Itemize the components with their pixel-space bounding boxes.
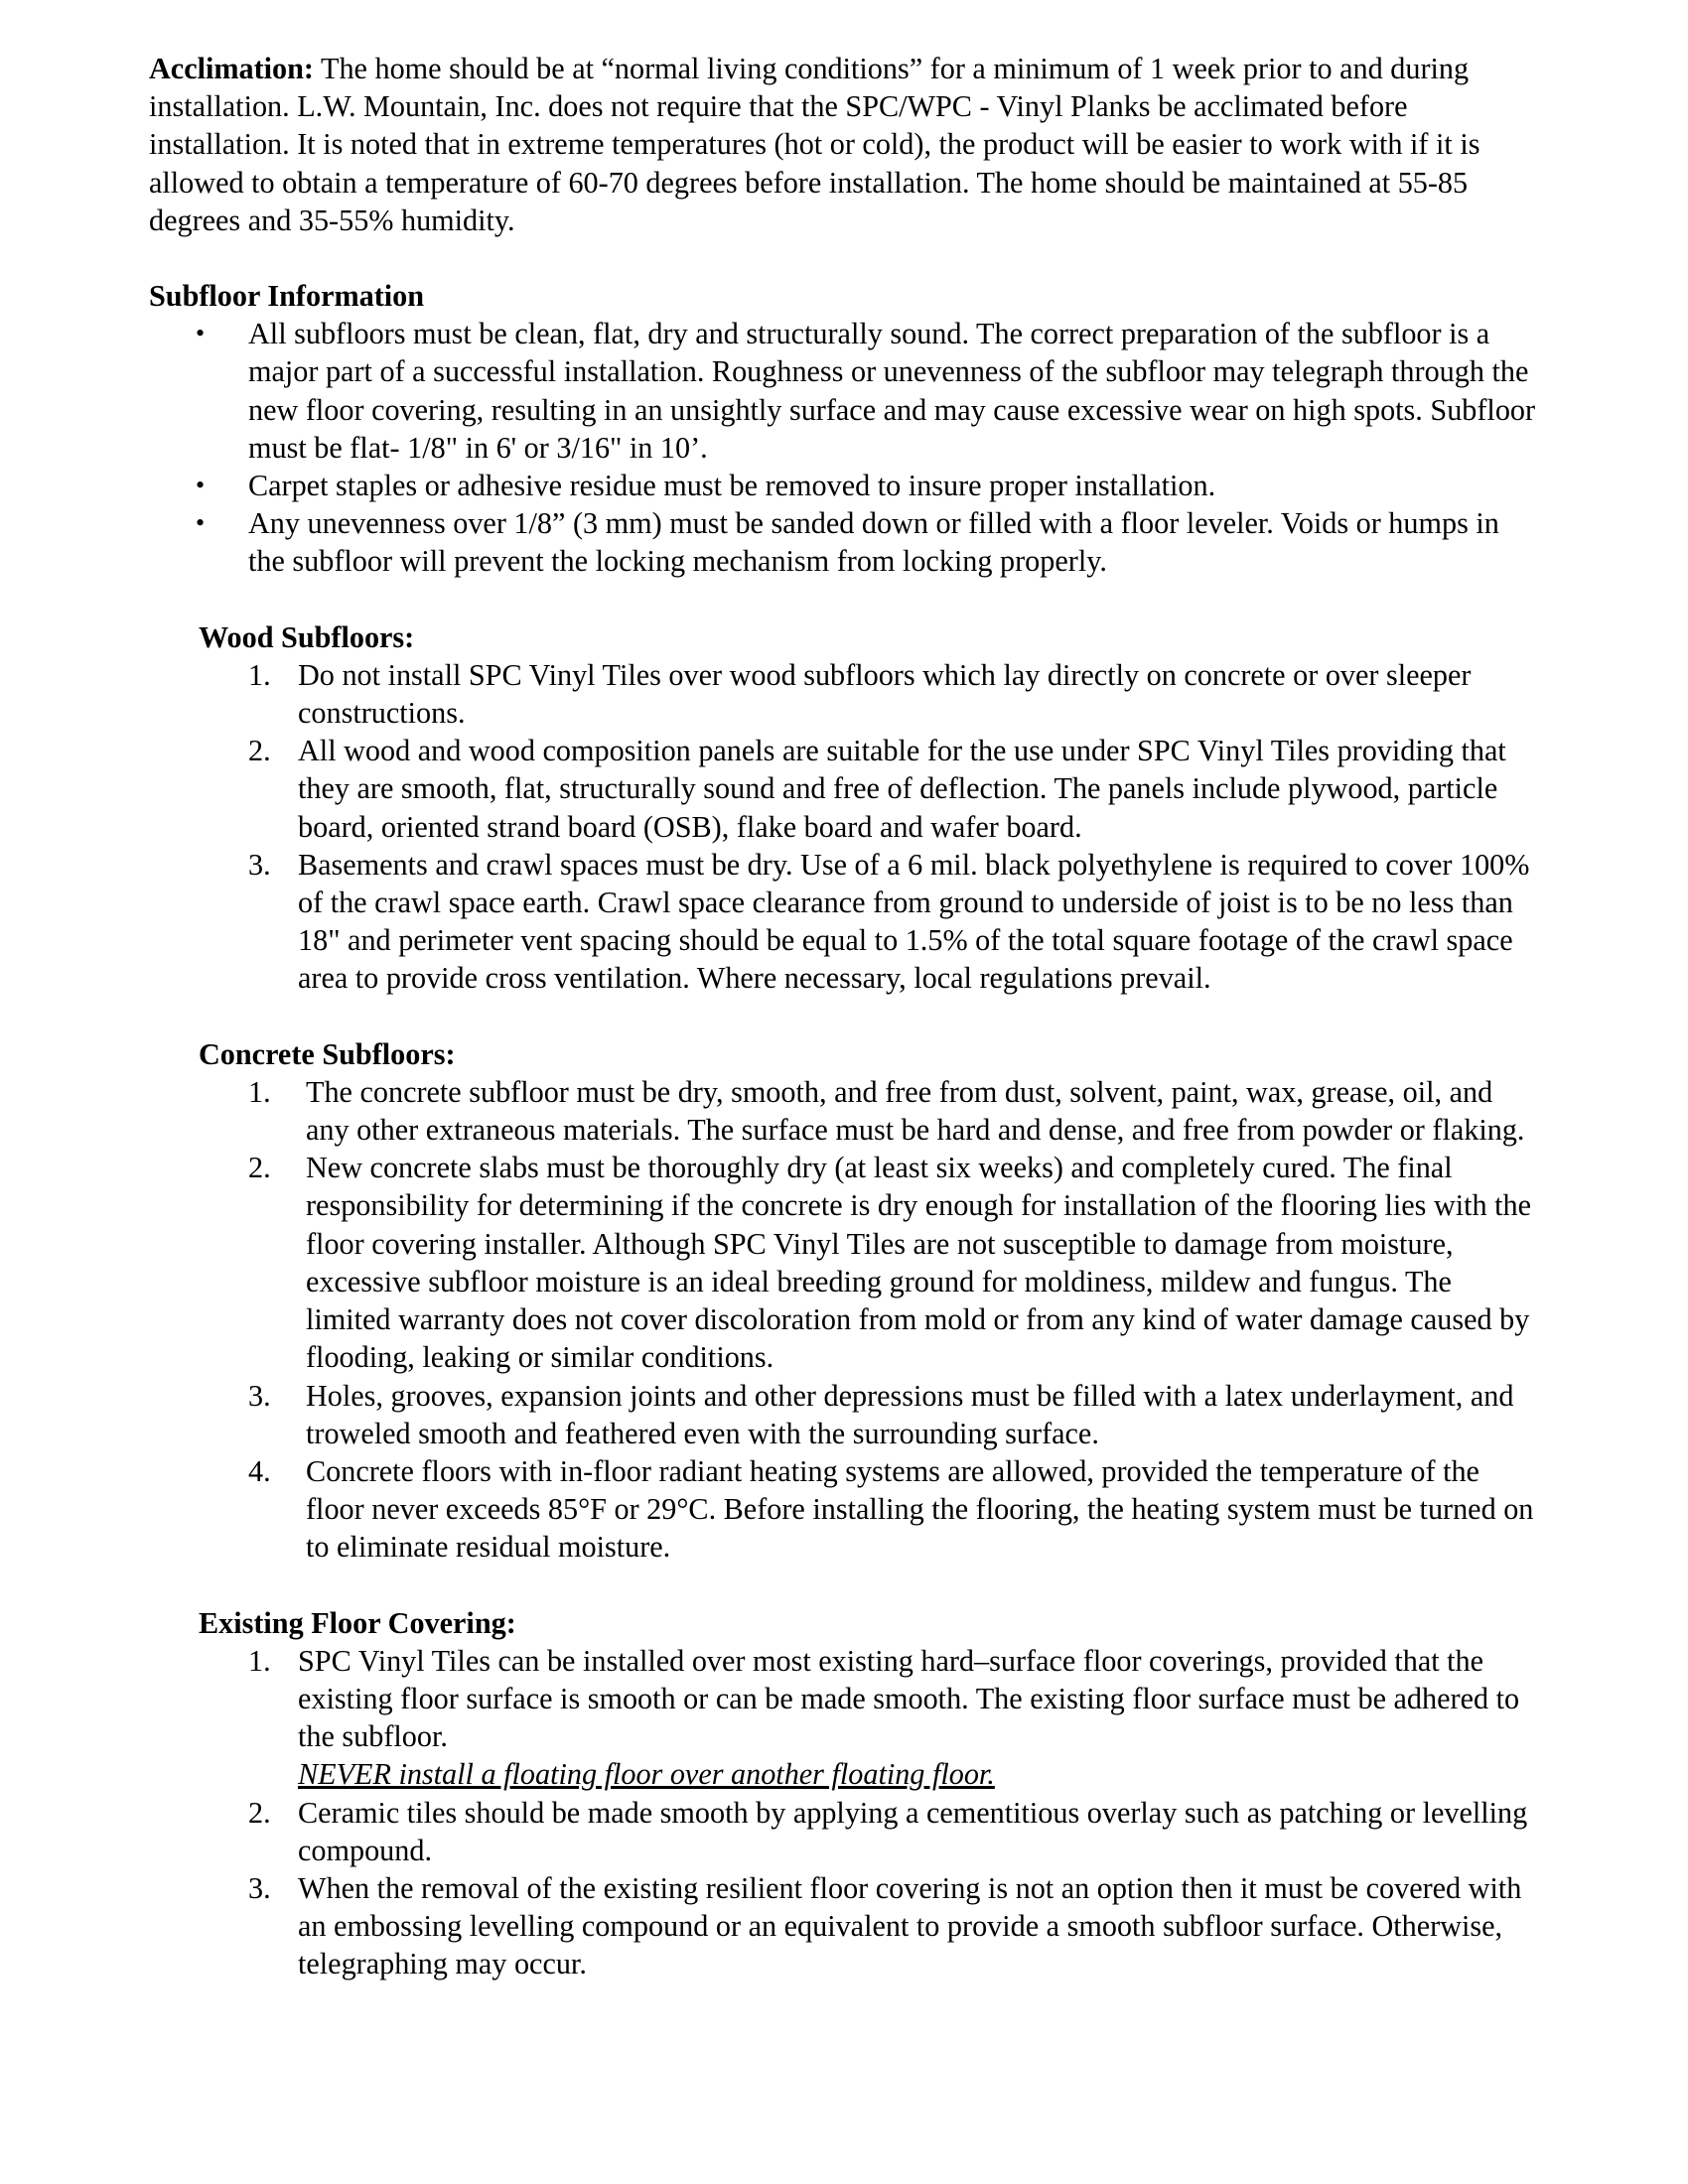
list-item	[149, 1869, 1539, 1983]
item-number: 1.	[248, 1643, 271, 1678]
item-number: 3.	[248, 1870, 271, 1905]
list-item	[149, 732, 1539, 846]
item-text: Holes, grooves, expansion joints and other depressions must be filled with a latex underlayment, and troweled smooth and feathered even with the surrounding surface.	[306, 1378, 1514, 1450]
item-number: 2.	[248, 734, 271, 768]
bullet-item: • All subfloors must be clean, flat, dry and structurally sound. The correct preparation of the subfloor is a major part of a successful installation. Roughness or unevenness of the subfloor may telegraph through the new floor covering, resulting in an unsightly surface and may cause excessive wear on high spots. Subfloor must be flat- 1/8" in 6' or 3/16" in 10’.	[149, 315, 1539, 467]
subfloor-info-list	[149, 315, 1539, 580]
acclimation-label: Acclimation:	[149, 52, 314, 85]
bullet-item: • Any unevenness over 1/8” (3 mm) must be sanded down or filled with a floor leveler. Voids or humps in the subfloor will prevent the locking mechanism from locking properly.	[149, 504, 1539, 580]
wood-subfloors-heading: Wood Subfloors:	[199, 619, 415, 654]
list-item	[149, 656, 1539, 732]
floating-floor-warning: NEVER install a floating floor over another floating floor.	[298, 1757, 995, 1792]
item-text: Do not install SPC Vinyl Tiles over wood subfloors which lay directly on concrete or over sleeper constructions.	[298, 657, 1472, 731]
item-number: 2.	[248, 1151, 271, 1185]
list-item	[149, 1149, 1539, 1376]
item-number: 3.	[248, 847, 271, 882]
item-text: SPC Vinyl Tiles can be installed over most existing hard–surface floor coverings, provided that the existing floor surface is smooth or can be made smooth. The existing floor surface must be adhered to the subfloor.	[298, 1643, 1520, 1754]
wood-subfloors-list	[149, 656, 1539, 998]
list-item	[149, 1642, 1539, 1794]
item-text: When the removal of the existing resilient floor covering is not an option then it must be covered with an embossing levelling compound or an equivalent to provide a smooth subfloor surface. Otherwise, telegraphing may occur.	[298, 1870, 1522, 1981]
list-item	[149, 1377, 1539, 1452]
item-text: All wood and wood composition panels are suitable for the use under SPC Vinyl Tiles providing that they are smooth, flat, structurally sound and free of deflection. The panels include plywood, particle board, oriented strand board (OSB), flake board and wafer board.	[298, 734, 1506, 844]
list-item	[149, 1452, 1539, 1567]
item-text: The concrete subfloor must be dry, smooth, and free from dust, solvent, paint, wax, grease, oil, and any other extraneous materials. The surface must be hard and dense, and free from powder or flaking.	[306, 1074, 1525, 1148]
subfloor-info-heading: Subfloor Information	[149, 279, 425, 314]
item-number: 4.	[248, 1453, 271, 1488]
item-number: 1.	[248, 657, 271, 692]
item-text: Basements and crawl spaces must be dry. Use of a 6 mil. black polyethylene is required to cover 100% of the crawl space earth. Crawl space clearance from ground to underside of joist is to be no less than 18" and perimeter vent spacing should be equal to 1.5% of the total square footage of the crawl space area to provide cross ventilation. Where necessary, local regulations prevail.	[298, 847, 1530, 996]
item-text: New concrete slabs must be thoroughly dry (at least six weeks) and completely cured. The final responsibility for determining if the concrete is dry enough for installation of the flooring lies with the floor covering installer. Although SPC Vinyl Tiles are not susceptible to damage from moisture, excessive subfloor moisture is an ideal breeding ground for moldiness, mildew and fungus. The limited warranty does not cover discoloration from mold or from any kind of water damage caused by flooding, leaking or similar conditions.	[306, 1151, 1532, 1375]
list-item	[149, 846, 1539, 998]
item-number: 1.	[248, 1074, 271, 1109]
existing-floor-heading: Existing Floor Covering:	[199, 1605, 516, 1640]
item-text: Concrete floors with in-floor radiant heating systems are allowed, provided the temperature of the floor never exceeds 85°F or 29°C. Before installing the flooring, the heating system must be turned on to eliminate residual moisture.	[306, 1453, 1534, 1565]
item-number: 3.	[248, 1378, 271, 1413]
list-item	[149, 1794, 1539, 1869]
bullet-item: • Carpet staples or adhesive residue must be removed to insure proper installation.	[149, 467, 1539, 504]
concrete-subfloors-list	[149, 1073, 1539, 1567]
document-page	[149, 50, 1539, 2021]
list-item	[149, 1073, 1539, 1149]
concrete-subfloors-heading: Concrete Subfloors:	[199, 1036, 456, 1071]
existing-floor-list	[149, 1642, 1539, 1983]
acclimation-paragraph	[149, 50, 1539, 239]
item-number: 2.	[248, 1795, 271, 1830]
item-text: Ceramic tiles should be made smooth by applying a cementitious overlay such as patching or levelling compound.	[298, 1795, 1528, 1867]
acclimation-text: The home should be at “normal living conditions” for a minimum of 1 week prior to and during installation. L.W. Mountain, Inc. does not require that the SPC/WPC - Vinyl Planks be acclimated before installation. It is noted that in extreme temperatures (hot or cold), the product will be easier to work with if it is allowed to obtain a temperature of 60-70 degrees before installation. The home should be maintained at 55-85 degrees and 35-55% humidity.	[149, 52, 1480, 237]
